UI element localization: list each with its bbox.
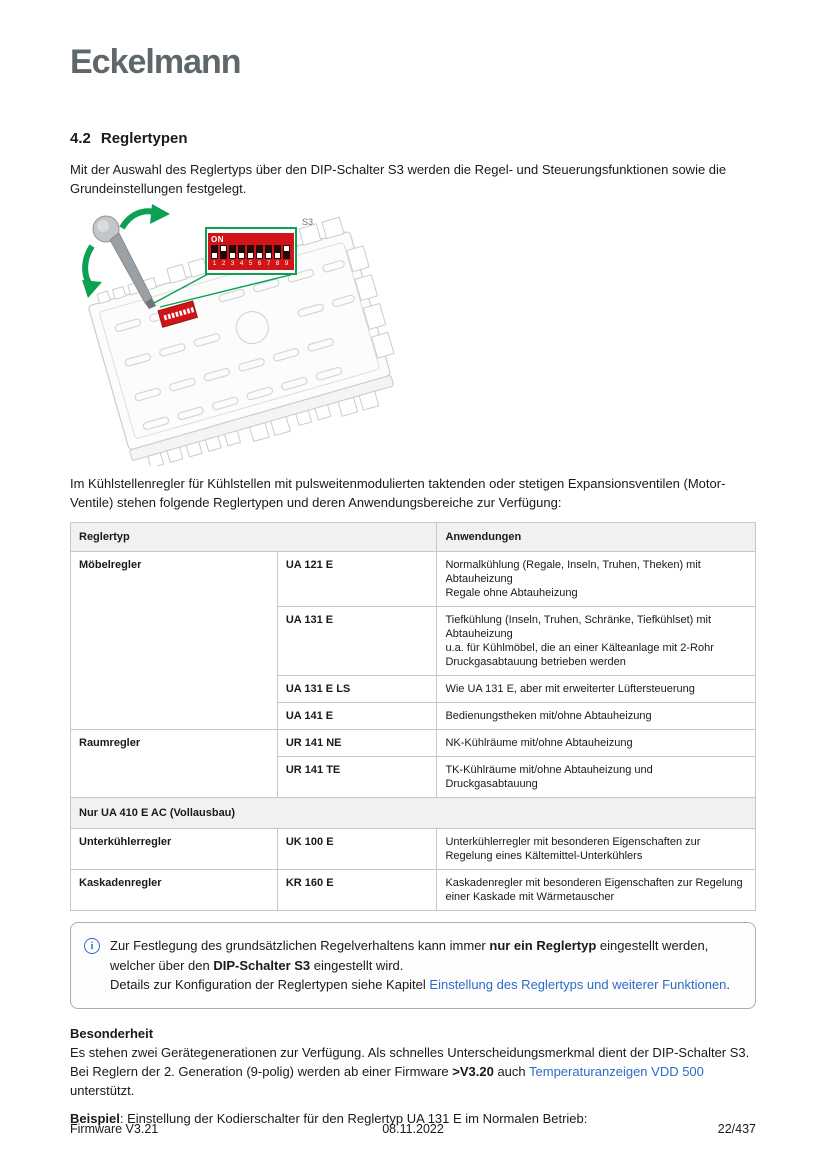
- section-heading: [70, 130, 756, 147]
- dip-switch-3[interactable]: 3: [229, 245, 236, 268]
- section-number: 4.2: [70, 130, 91, 147]
- dip-switch-1[interactable]: 1: [211, 245, 218, 268]
- besonderheit-block: Besonderheit Es stehen zwei Gerätegenerationen zur Verfügung. Als schnelles Unterscheidungsmerkmal dient der DIP-Schalter S3. Bei Reglern der 2. Generation (9-polig) werden ab einer Firmware >V3.20 auch Temperaturanzeigen VDD 500 unterstützt. Beispiel: Einstellung der Kodierschalter für den Reglertyp UA 131 E im Normalen Betrieb:: [70, 1024, 756, 1128]
- dip-switch-5[interactable]: 5: [247, 245, 254, 268]
- code-cell: UA 131 E LS: [277, 676, 437, 703]
- note-text: Zur Festlegung des grundsätzlichen Regelverhaltens kann immer nur ein Reglertyp eingestellt werden, welcher über den DIP-Schalter S3 eingestellt wird. Details zur Konfiguration der Reglertypen siehe Kapitel Einstellung des Reglertyps und weiterer Funktionen.: [110, 938, 731, 992]
- s3-label: S3: [302, 217, 314, 227]
- footer-page-number: 22/437: [717, 1122, 757, 1136]
- footer-firmware: Firmware V3.21: [70, 1122, 159, 1136]
- application-cell: Unterkühlerregler mit besonderen Eigenschaften zur Regelung eines Kältemittel-Unterkühlers: [437, 829, 756, 870]
- column-header-anwendungen: Anwendungen: [437, 523, 756, 552]
- table-header-row: [71, 523, 756, 552]
- dip-switch-2[interactable]: 2: [220, 245, 227, 268]
- code-cell: UA 121 E: [277, 552, 437, 607]
- application-cell: NK-Kühlräume mit/ohne Abtauheizung: [437, 730, 756, 757]
- category-cell: Möbelregler: [71, 552, 278, 730]
- page-footer: [70, 1122, 756, 1136]
- table-intro-paragraph: Im Kühlstellenregler für Kühlstellen mit pulsweitenmodulierten taktenden oder stetigen Expansionsventilen (Motor-Ventile) stehen folgende Reglertypen und deren Anwendungsbereiche zur Verfügung:: [70, 476, 726, 510]
- dip-switch-9[interactable]: 9: [283, 245, 290, 268]
- besonderheit-heading: Besonderheit: [70, 1025, 154, 1041]
- dip-switch-6[interactable]: 6: [256, 245, 263, 268]
- application-cell: TK-Kühlräume mit/ohne Abtauheizung und Druckgasabtauung: [437, 757, 756, 798]
- section-title: Reglertypen: [100, 130, 188, 147]
- reglertypen-table: [70, 522, 756, 911]
- intro-paragraph: Mit der Auswahl des Reglertyps über den DIP-Schalter S3 werden die Regel- und Steuerungsfunktionen sowie die Grundeinstellungen festgelegt.: [70, 162, 727, 196]
- category-cell: Raumregler: [71, 730, 278, 798]
- table-row: [71, 829, 756, 870]
- dip-switch-s3: [208, 233, 294, 270]
- category-cell: Kaskadenregler: [71, 870, 278, 911]
- footer-date: 08.11.2022: [382, 1122, 444, 1136]
- code-cell: UA 131 E: [277, 607, 437, 676]
- vdd500-link[interactable]: Temperaturanzeigen VDD 500: [529, 1063, 704, 1079]
- table-row: [71, 730, 756, 757]
- table-section-row: [71, 798, 756, 829]
- controller-figure: [70, 200, 756, 466]
- chapter-link[interactable]: Einstellung des Reglertyps und weiterer Funktionen: [429, 977, 727, 992]
- table-row: [71, 552, 756, 607]
- section-row-label: Nur UA 410 E AC (Vollausbau): [71, 798, 756, 829]
- dip-switch-callout: [205, 227, 297, 275]
- code-cell: UR 141 NE: [277, 730, 437, 757]
- column-header-reglertyp: Reglertyp: [71, 523, 437, 552]
- code-cell: UK 100 E: [277, 829, 437, 870]
- code-cell: KR 160 E: [277, 870, 437, 911]
- category-cell: Unterkühlerregler: [71, 829, 278, 870]
- dip-switch-8[interactable]: 8: [274, 245, 281, 268]
- application-cell: Normalkühlung (Regale, Inseln, Truhen, Theken) mit Abtauheizung Regale ohne Abtauheizung: [437, 552, 756, 607]
- table-row: [71, 870, 756, 911]
- application-cell: Wie UA 131 E, aber mit erweiterter Lüftersteuerung: [437, 676, 756, 703]
- application-cell: Bedienungstheken mit/ohne Abtauheizung: [437, 703, 756, 730]
- dip-switch-7[interactable]: 7: [265, 245, 272, 268]
- application-cell: Kaskadenregler mit besonderen Eigenschaften zur Regelung einer Kaskade mit Wärmetauscher: [437, 870, 756, 911]
- application-cell: Tiefkühlung (Inseln, Truhen, Schränke, Tiefkühlset) mit Abtauheizung u.a. für Kühlmöbel, die an einer Kälteanlage mit 2-Rohr Druckgasabtauung betrieben werden: [437, 607, 756, 676]
- code-cell: UR 141 TE: [277, 757, 437, 798]
- dip-on-label: ON: [211, 234, 224, 244]
- dip-switch-4[interactable]: 4: [238, 245, 245, 268]
- code-cell: UA 141 E: [277, 703, 437, 730]
- beispiel-paragraph: Beispiel: Einstellung der Kodierschalter für den Reglertyp UA 131 E im Normalen Betrieb:: [70, 1110, 588, 1126]
- info-icon: i: [84, 938, 100, 954]
- info-note-box: [70, 922, 756, 1009]
- eckelmann-logo: Eckelmann: [70, 43, 241, 81]
